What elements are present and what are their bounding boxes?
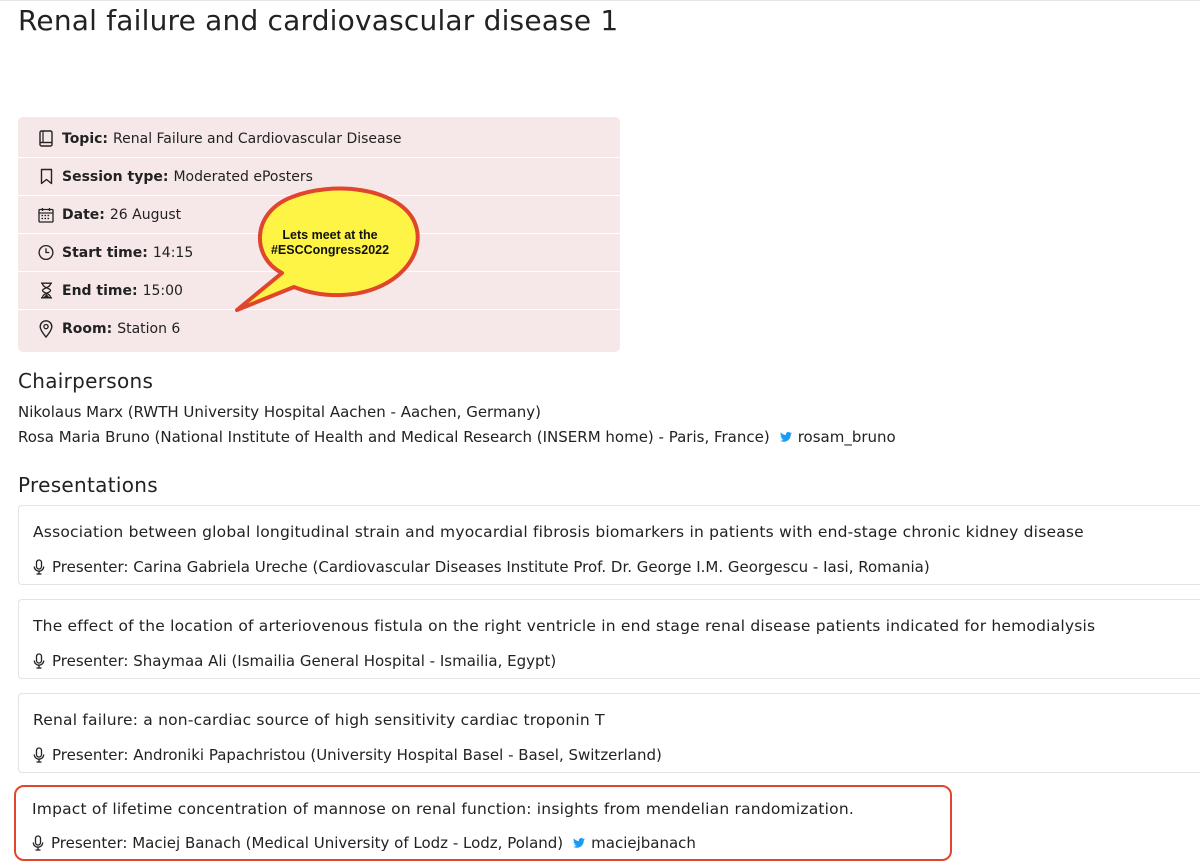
bubble-line: #ESCCongress2022 [270,243,390,257]
chairperson-name: Nikolaus Marx (RWTH University Hospital Aachen - Aachen, Germany) [18,403,541,421]
info-label: Topic: [62,130,109,147]
presenter-line [33,558,930,576]
calendar-icon [38,206,54,224]
book-icon [38,130,54,148]
info-value: Station 6 [117,321,181,337]
presentation-card[interactable] [18,599,1200,679]
chairperson-entry [18,403,541,421]
presentation-card[interactable] [18,693,1200,773]
microphone-icon [33,747,45,763]
presentation-title[interactable]: Impact of lifetime concentration of mannose on renal function: insights from mendelian randomization. [32,800,855,818]
top-divider [0,0,1200,1]
info-label: Session type: [62,168,169,185]
clock-icon [38,244,54,262]
info-label: End time: [62,282,138,299]
page-title: Renal failure and cardiovascular disease 1 [18,4,619,37]
info-value: 26 August [109,206,182,223]
info-value: 14:15 [152,244,194,261]
info-label: Room: [62,321,113,337]
presenter-text: Presenter: Carina Gabriela Ureche (Cardiovascular Diseases Institute Prof. Dr. George I.M. Georgescu - Iasi, Romania) [52,558,930,576]
location-pin-icon [38,320,54,338]
microphone-icon [33,653,45,669]
chairperson-entry [18,428,896,446]
info-label: Start time: [62,244,148,261]
info-row-topic [18,120,620,158]
presenter-line [33,652,556,670]
highlight-outline [14,785,952,861]
presentation-card[interactable] [18,505,1200,585]
bubble-line: Lets meet at the [282,228,378,242]
info-value: 15:00 [142,282,183,299]
info-value: Moderated ePosters [173,168,313,185]
presenter-text: Presenter: Maciej Banach (Medical University of Lodz - Lodz, Poland) [51,834,564,852]
hourglass-icon [38,282,54,300]
presentations-heading: Presentations [18,473,158,497]
presenter-text: Presenter: Androniki Papachristou (University Hospital Basel - Basel, Switzerland) [52,746,662,764]
twitter-link[interactable] [780,428,896,446]
twitter-bird-icon [780,432,792,442]
chairpersons-heading: Chairpersons [18,369,154,393]
twitter-handle: maciejbanach [591,834,696,852]
bubble-text [258,228,402,258]
presenter-line [33,746,662,764]
presentation-title[interactable]: Association between global longitudinal strain and myocardial fibrosis biomarkers in patients with end-stage chronic kidney disease [33,523,1084,541]
twitter-handle: rosam_bruno [797,428,896,446]
bookmark-icon [38,168,54,186]
presenter-text: Presenter: Shaymaa Ali (Ismailia General Hospital - Ismailia, Egypt) [52,652,557,670]
info-value: Renal Failure and Cardiovascular Disease [113,130,402,147]
chairperson-name: Rosa Maria Bruno (National Institute of Health and Medical Research (INSERM home) - Paris, France) [18,428,770,446]
microphone-icon [33,559,45,575]
info-label: Date: [62,206,105,223]
presentation-title[interactable]: Renal failure: a non-cardiac source of high sensitivity cardiac troponin T [33,711,605,729]
presentation-title[interactable]: The effect of the location of arteriovenous fistula on the right ventricle in end stage renal disease patients indicated for hemodialysis [33,617,1096,635]
